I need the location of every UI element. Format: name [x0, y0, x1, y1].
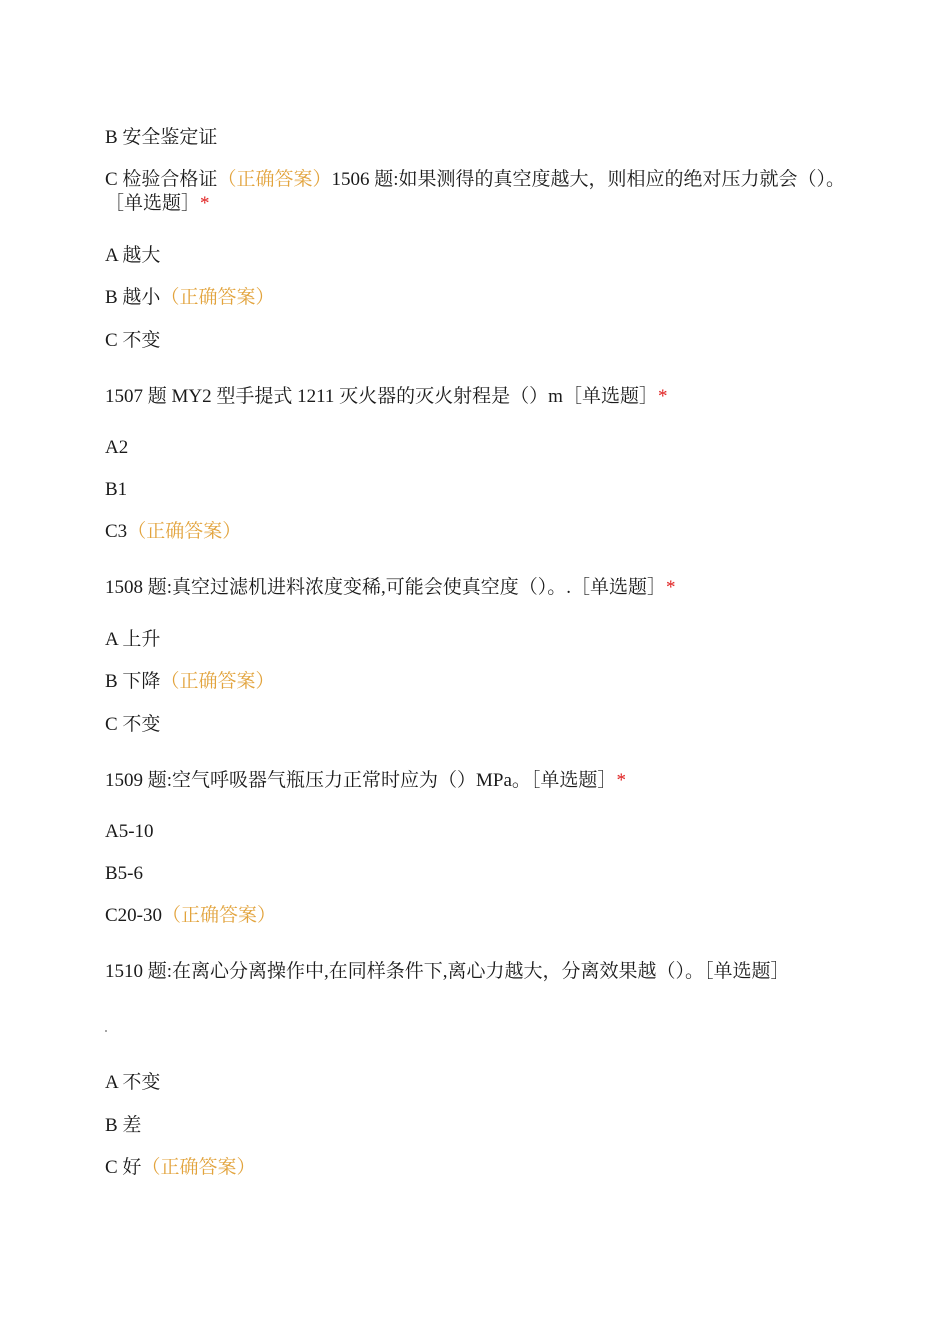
q1507-option-c: C3（正确答案） — [105, 521, 242, 542]
q1510-option-b: B 差 — [105, 1115, 142, 1136]
correct-answer-badge: （正确答案） — [141, 1157, 256, 1178]
q1506-option-c: C 不变 — [105, 330, 161, 351]
required-asterisk: * — [657, 386, 668, 407]
q1508-option-c: C 不变 — [105, 714, 161, 735]
required-asterisk: * — [616, 770, 626, 791]
q1505-option-c-text: C 检验合格证 — [105, 169, 218, 190]
correct-answer-badge: （正确答案） — [127, 521, 242, 542]
q1509-option-b: B5-6 — [105, 863, 143, 884]
q1507-option-b: B1 — [105, 479, 128, 500]
correct-answer-badge: （正确答案） — [160, 287, 275, 308]
q1507-question: 1507 题 MY2 型手提式 1211 灭火器的灭火射程是（）m［单选题］* — [105, 386, 668, 407]
q1510-option-c: C 好（正确答案） — [105, 1157, 256, 1178]
q1508-option-b: B 下降（正确答案） — [105, 671, 275, 692]
q1509-question: 1509 题:空气呼吸器气瓶压力正常时应为（）MPa。［单选题］* — [105, 770, 626, 791]
q1505-option-b: B 安全鉴定证 — [105, 127, 218, 148]
q1507-option-a: A2 — [105, 437, 129, 458]
required-asterisk: * — [200, 193, 210, 214]
q1509-option-c: C20-30（正确答案） — [105, 905, 277, 926]
correct-answer-badge: （正确答案） — [217, 169, 332, 190]
required-asterisk: * — [666, 577, 676, 598]
q1510-question: 1510 题:在离心分离操作中,在同样条件下,离心力越大，分离效果越（）。［单选题］ — [105, 961, 790, 982]
stray-dot — [105, 1030, 107, 1032]
q1505-option-c-and-q1506 — [105, 168, 845, 216]
q1506-option-b: B 越小（正确答案） — [105, 287, 275, 308]
correct-answer-badge: （正确答案） — [162, 905, 277, 926]
q1508-question: 1508 题:真空过滤机进料浓度变稀,可能会使真空度（）。.［单选题］* — [105, 577, 676, 598]
q1509-option-a: A5-10 — [105, 821, 154, 842]
q1508-option-a: A 上升 — [105, 629, 161, 650]
q1506-question-text: 1506 题:如果测得的真空度越大，则相应的绝对压力就会（）。［单选题］ — [105, 169, 845, 214]
q1506-option-a: A 越大 — [105, 245, 161, 266]
correct-answer-badge: （正确答案） — [160, 671, 275, 692]
q1510-option-a: A 不变 — [105, 1072, 161, 1093]
